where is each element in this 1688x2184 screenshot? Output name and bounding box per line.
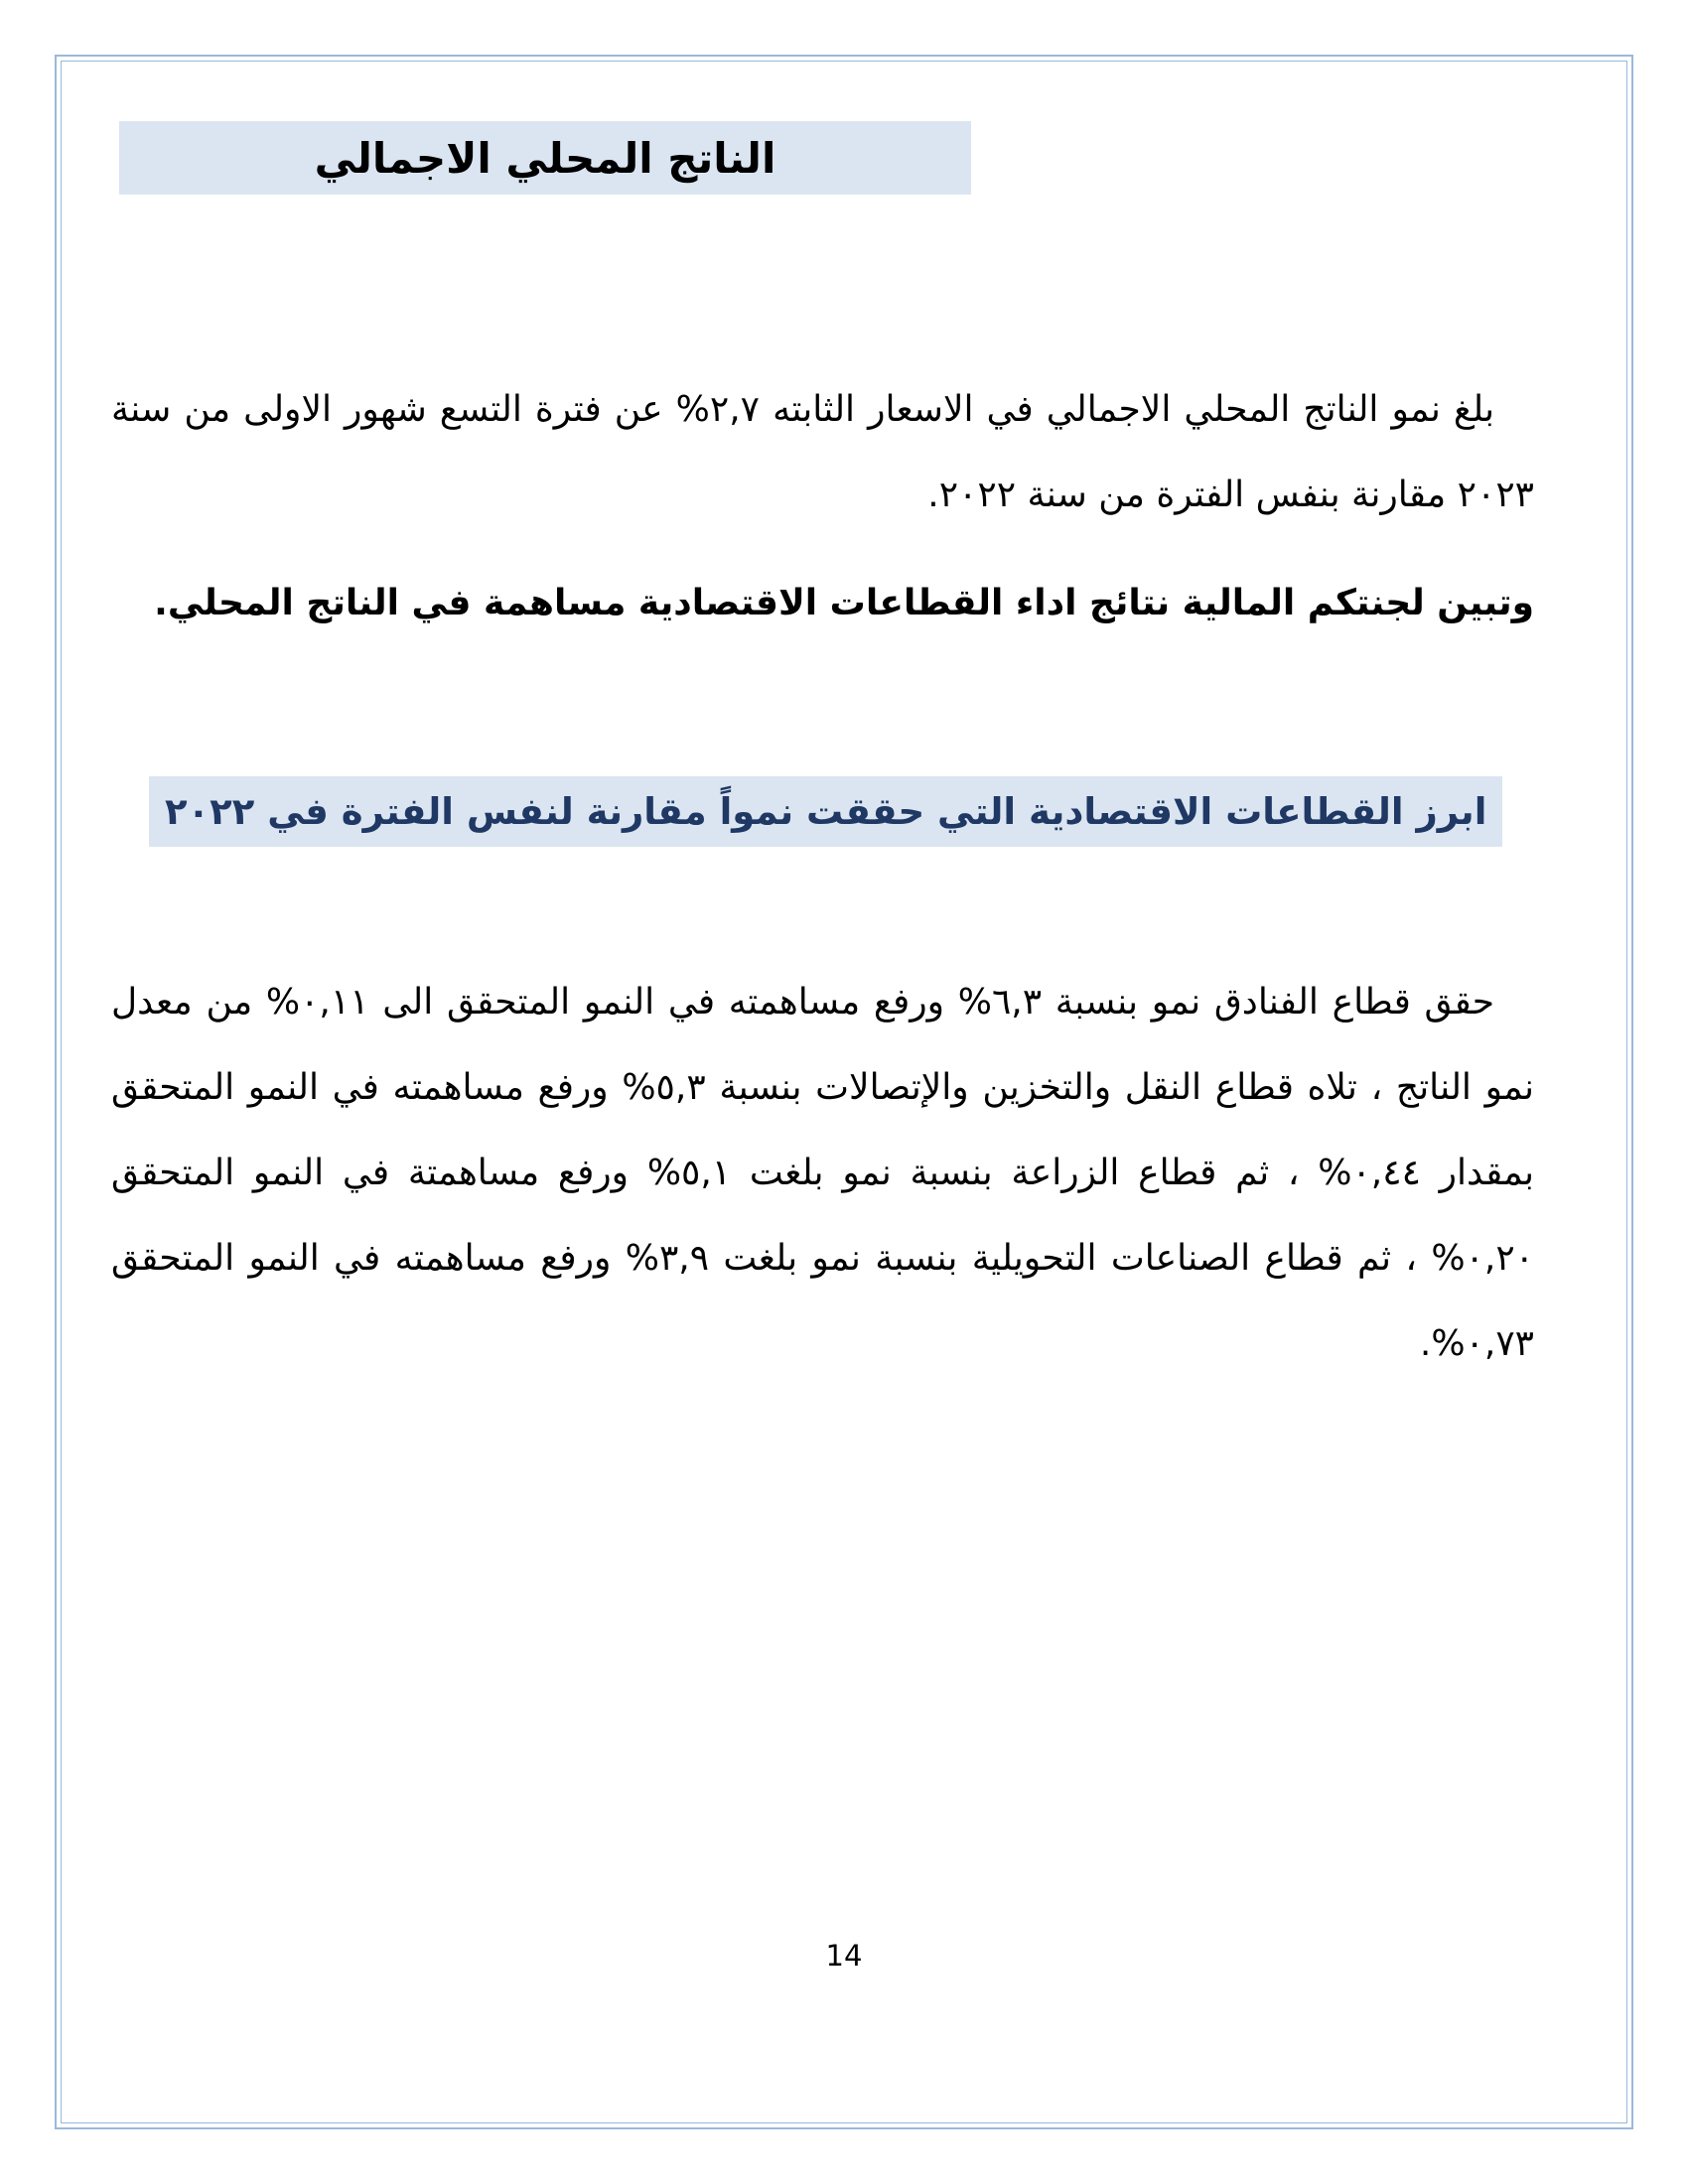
- document-title: الناتج المحلي الاجمالي: [314, 133, 776, 183]
- page-number: 14: [825, 1939, 863, 1973]
- paragraph-committee-statement: وتبين لجنتكم المالية نتائج اداء القطاعات الاقتصادية مساهمة في الناتج المحلي.: [154, 583, 1534, 623]
- section-heading-banner: ابرز القطاعات الاقتصادية التي حققت نمواً مقارنة لنفس الفترة في ٢٠٢٢: [149, 776, 1502, 847]
- paragraph-gdp-growth: بلغ نمو الناتج المحلي الاجمالي في الاسعار الثابته ٢,٧% عن فترة التسع شهور الاولى من سنة ٢٠٢٣ مقارنة بنفس الفترة من سنة ٢٠٢٢.: [111, 389, 1534, 515]
- paragraph-sector-growth-details: حقق قطاع الفنادق نمو بنسبة ٦,٣% ورفع مساهمته في النمو المتحقق الى ٠,١١% من معدل نمو الناتج ، تلاه قطاع النقل والتخزين والإتصالات بنسبة ٥,٣% ورفع مساهمته في النمو المتحقق بمقدار ٠,٤٤% ، ثم قطاع الزراعة بنسبة نمو بلغت ٥,١% ورفع مساهمتة في النمو المتحقق ٠,٢٠% ، ثم قطاع الصناعات التحويلية بنسبة نمو بلغت ٣,٩% ورفع مساهمته في النمو المتحقق ٠,٧٣%.: [111, 982, 1535, 1364]
- document-title-banner: [119, 121, 971, 195]
